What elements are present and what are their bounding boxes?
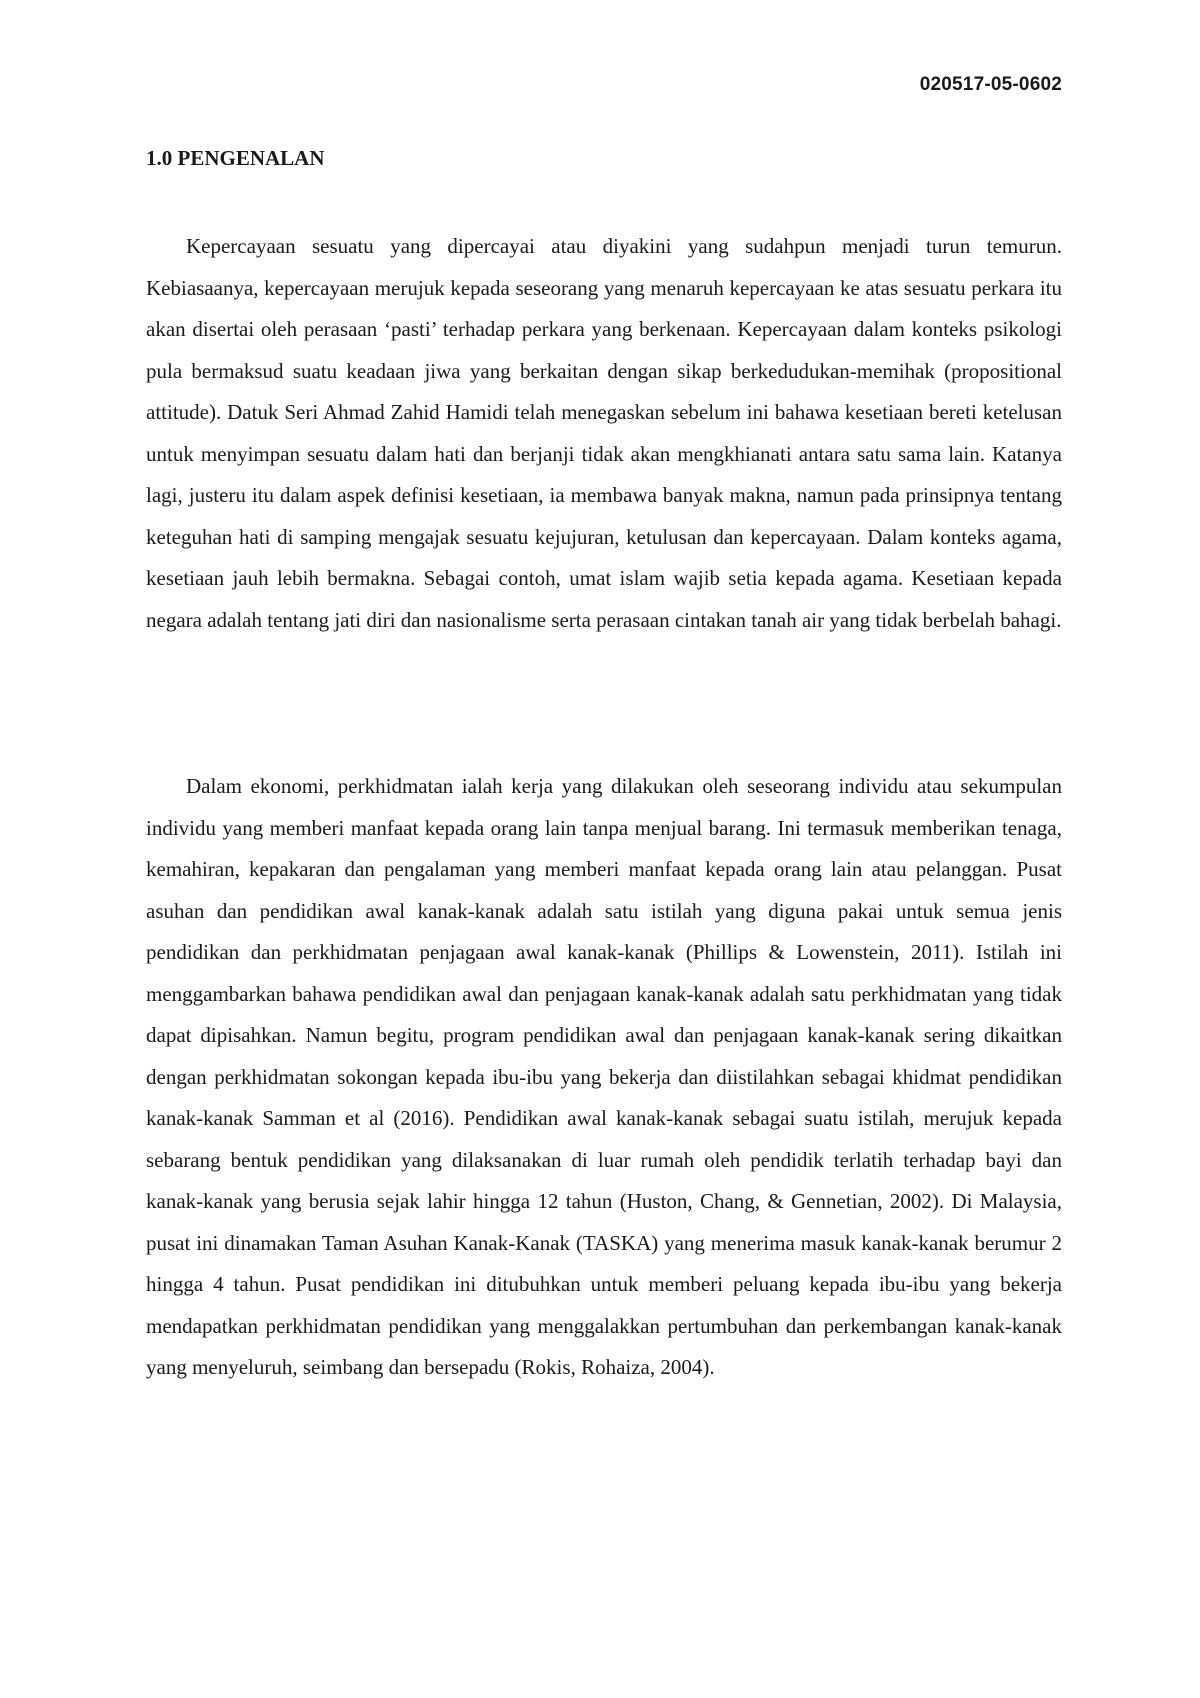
- document-id: 020517-05-0602: [919, 74, 1062, 95]
- section-heading: 1.0 PENGENALAN: [146, 146, 325, 170]
- paragraph-perkhidmatan: Dalam ekonomi, perkhidmatan ialah kerja yang dilakukan oleh seseorang individu atau sekumpulan individu yang memberi manfaat kepada orang lain tanpa menjual barang. Ini termasuk memberikan tenaga, kemahiran, kepakaran dan pengalaman yang memberi manfaat kepada orang lain atau pelanggan. Pusat asuhan dan pendidikan awal kanak-kanak adalah satu istilah yang diguna pakai untuk semua jenis pendidikan dan perkhidmatan penjagaan awal kanak-kanak (Phillips & Lowenstein, 2011). Istilah ini menggambarkan bahawa pendidikan awal dan penjagaan kanak-kanak adalah satu perkhidmatan yang tidak dapat dipisahkan. Namun begitu, program pendidikan awal dan penjagaan kanak-kanak sering dikaitkan dengan perkhidmatan sokongan kepada ibu-ibu yang bekerja dan diistilahkan sebagai khidmat pendidikan kanak-kanak Samman et al (2016). Pendidikan awal kanak-kanak sebagai suatu istilah, merujuk kepada sebarang bentuk pendidikan yang dilaksanakan di luar rumah oleh pendidik terlatih terhadap bayi dan kanak-kanak yang berusia sejak lahir hingga 12 tahun (Huston, Chang, & Gennetian, 2002). Di Malaysia, pusat ini dinamakan Taman Asuhan Kanak-Kanak (TASKA) yang menerima masuk kanak-kanak berumur 2 hingga 4 tahun. Pusat pendidikan ini ditubuhkan untuk memberi peluang kepada ibu-ibu yang bekerja mendapatkan perkhidmatan pendidikan yang menggalakkan pertumbuhan dan perkembangan kanak-kanak yang menyeluruh, seimbang dan bersepadu (Rokis, Rohaiza, 2004).: [146, 774, 1062, 1379]
- paragraph-kepercayaan: Kepercayaan sesuatu yang dipercayai atau diyakini yang sudahpun menjadi turun temurun. Kebiasaanya, kepercayaan merujuk kepada seseorang yang menaruh kepercayaan ke atas sesuatu perkara itu akan disertai oleh perasaan ‘pasti’ terhadap perkara yang berkenaan. Kepercayaan dalam konteks psikologi pula bermaksud suatu keadaan jiwa yang berkaitan dengan sikap berkedudukan-memihak (propositional attitude). Datuk Seri Ahmad Zahid Hamidi telah menegaskan sebelum ini bahawa kesetiaan bereti ketelusan untuk menyimpan sesuatu dalam hati dan berjanji tidak akan mengkhianati antara satu sama lain. Katanya lagi, justeru itu dalam aspek definisi kesetiaan, ia membawa banyak makna, namun pada prinsipnya tentang keteguhan hati di samping mengajak sesuatu kejujuran, ketulusan dan kepercayaan. Dalam konteks agama, kesetiaan jauh lebih bermakna. Sebagai contoh, umat islam wajib setia kepada agama. Kesetiaan kepada negara adalah tentang jati diri dan nasionalisme serta perasaan cintakan tanah air yang tidak berbelah bahagi.: [146, 234, 1062, 632]
